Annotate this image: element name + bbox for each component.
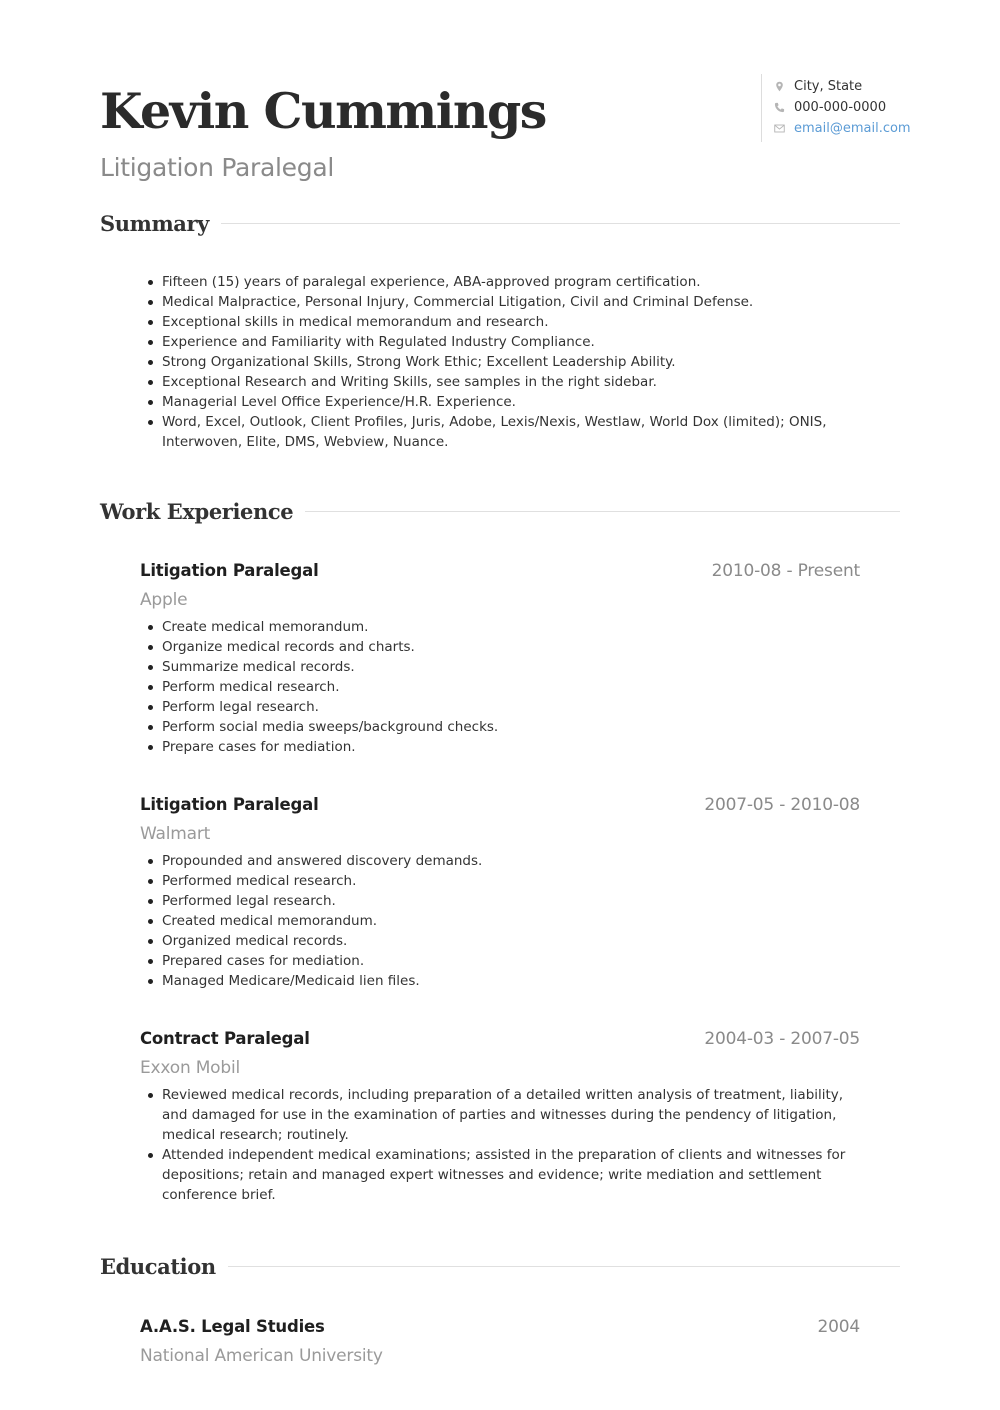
- job-duty: Performed medical research.: [140, 871, 860, 891]
- job-duty: Managed Medicare/Medicaid lien files.: [140, 971, 860, 991]
- job-title: Litigation Paralegal: [140, 561, 319, 580]
- job-duty: Summarize medical records.: [140, 657, 860, 677]
- education-heading: Education: [100, 1253, 216, 1279]
- job-company: Walmart: [140, 824, 211, 844]
- contact-phone: [774, 97, 901, 118]
- school-name: National American University: [140, 1346, 383, 1366]
- resume-header: [100, 78, 911, 198]
- graduation-year: 2004: [817, 1317, 860, 1337]
- contact-phone-text: 000-000-0000: [794, 100, 887, 115]
- job-duty: Reviewed medical records, including preparation of a detailed written analysis of treatment, liability, and damaged for use in the examination of parties and witnesses during the pendency of litigation, medical research; routinely.: [140, 1085, 860, 1145]
- education-section-header: [100, 1251, 900, 1281]
- job-duty: Create medical memorandum.: [140, 617, 860, 637]
- section-divider: [221, 223, 900, 224]
- job-title: Contract Paralegal: [140, 1029, 310, 1048]
- summary-item: Experience and Familiarity with Regulated Industry Compliance.: [140, 332, 840, 352]
- summary-item: Exceptional skills in medical memorandum and research.: [140, 312, 840, 332]
- job-duty: Attended independent medical examinations; assisted in the preparation of clients and witnesses for depositions; retain and managed expert witnesses and evidence; write mediation and settlement conference brief.: [140, 1145, 860, 1205]
- summary-heading: Summary: [100, 210, 209, 236]
- work-heading: Work Experience: [100, 498, 294, 524]
- envelope-icon: [774, 123, 785, 134]
- email-link[interactable]: email@email.com: [794, 121, 911, 136]
- job-duty: Prepare cases for mediation.: [140, 737, 860, 757]
- summary-item: Word, Excel, Outlook, Client Profiles, Juris, Adobe, Lexis/Nexis, Westlaw, World Dox (limited); ONIS, Interwoven, Elite, DMS, Webview, Nuance.: [140, 412, 840, 452]
- contact-block: [761, 74, 911, 142]
- summary-item: Exceptional Research and Writing Skills, see samples in the right sidebar.: [140, 372, 840, 392]
- job-duties: [140, 851, 860, 991]
- job-duty: Organize medical records and charts.: [140, 637, 860, 657]
- summary-section-header: [100, 208, 900, 238]
- job-dates: 2010-08 - Present: [711, 561, 860, 581]
- section-divider: [305, 511, 900, 512]
- work-section-header: [100, 496, 900, 526]
- phone-icon: [774, 102, 785, 113]
- job-dates: 2007-05 - 2010-08: [704, 795, 860, 815]
- job-entry: [140, 793, 860, 991]
- job-title: Litigation Paralegal: [140, 795, 319, 814]
- job-duty: Organized medical records.: [140, 931, 860, 951]
- section-divider: [228, 1266, 900, 1267]
- summary-item: Medical Malpractice, Personal Injury, Commercial Litigation, Civil and Criminal Defense.: [140, 292, 840, 312]
- job-duty: Perform medical research.: [140, 677, 860, 697]
- job-company: Exxon Mobil: [140, 1058, 241, 1078]
- candidate-title: Litigation Paralegal: [100, 153, 334, 182]
- job-duty: Performed legal research.: [140, 891, 860, 911]
- job-duty: Prepared cases for mediation.: [140, 951, 860, 971]
- job-duty: Created medical memorandum.: [140, 911, 860, 931]
- job-duty: Perform social media sweeps/background checks.: [140, 717, 860, 737]
- job-duty: Propounded and answered discovery demands.: [140, 851, 860, 871]
- job-company: Apple: [140, 590, 188, 610]
- map-pin-icon: [774, 81, 785, 92]
- job-duty: Perform legal research.: [140, 697, 860, 717]
- summary-list: [140, 272, 840, 452]
- contact-email[interactable]: [774, 118, 911, 139]
- summary-item: Managerial Level Office Experience/H.R. Experience.: [140, 392, 840, 412]
- degree-title: A.A.S. Legal Studies: [140, 1317, 325, 1336]
- job-duties: [140, 617, 860, 757]
- job-entry: [140, 559, 860, 757]
- candidate-name: Kevin Cummings: [100, 82, 546, 140]
- summary-item: Fifteen (15) years of paralegal experience, ABA-approved program certification.: [140, 272, 840, 292]
- contact-location: [774, 76, 901, 97]
- summary-item: Strong Organizational Skills, Strong Work Ethic; Excellent Leadership Ability.: [140, 352, 840, 372]
- job-duties: [140, 1085, 860, 1205]
- education-entry: [140, 1315, 860, 1368]
- job-dates: 2004-03 - 2007-05: [704, 1029, 860, 1049]
- job-entry: [140, 1027, 860, 1205]
- contact-location-text: City, State: [794, 79, 863, 94]
